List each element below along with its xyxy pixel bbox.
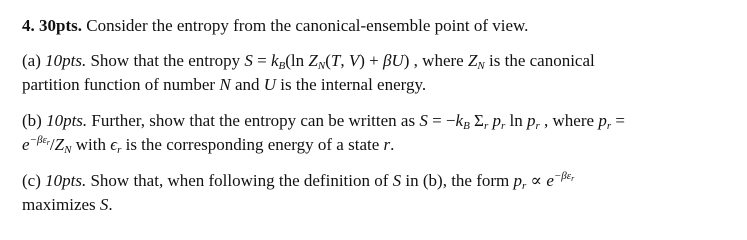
part-c-math-2: $p_r \propto e^{-\beta\varepsilon_r}$ — [513, 170, 575, 192]
problem-document — [22, 14, 737, 217]
problem-statement: Consider the entropy from the canonical-ensemble point of view. — [86, 16, 529, 35]
part-a-line2-text-3: is the internal energy. — [280, 75, 427, 94]
part-c-text-1: Show that, when following the definition of — [90, 171, 389, 190]
part-a-points: 10pts. — [45, 51, 87, 70]
part-c-line2-text-1: maximizes — [22, 195, 96, 214]
part-c-points: 10pts. — [45, 171, 87, 190]
part-b-line-2 — [22, 133, 737, 157]
part-b-line2-math-2: $\epsilon_r$ — [110, 135, 122, 156]
problem-header-line — [22, 14, 737, 38]
part-b-line2-math-1: $e^{-\beta\varepsilon_r}/Z_N$ — [22, 134, 72, 156]
part-c-text-2: in (b), the form — [405, 171, 510, 190]
part-c-line2-math-1: S — [99, 195, 109, 214]
part-b-math-2: $p_r$ = — [598, 111, 625, 132]
part-b-line2-text-1: with — [75, 135, 106, 154]
part-a-line-2 — [22, 73, 737, 97]
spacer — [22, 97, 737, 109]
part-a-label: (a) — [22, 51, 41, 70]
part-a-text-3: is the canonical — [489, 51, 595, 70]
part-b-text-1: Further, show that the entropy can be written as — [91, 111, 416, 130]
part-a-math-2: $Z_N$ — [467, 51, 485, 72]
problem-points: 30pts. — [39, 16, 82, 35]
part-b-math-1: $S = -k_B$ $\Sigma_r$ $p_r$ $\ln p_r$ — [419, 111, 540, 132]
spacer — [22, 157, 737, 169]
spacer — [22, 38, 737, 49]
part-c-line-2 — [22, 193, 737, 217]
part-b-line-1 — [22, 109, 737, 133]
part-b-text-2: , where — [544, 111, 595, 130]
part-c-line2-text-2: . — [108, 195, 113, 214]
part-b-label: (b) — [22, 111, 42, 130]
part-c-label: (c) — [22, 171, 41, 190]
part-a-line2-math-1: N — [219, 75, 231, 94]
part-a-line-1 — [22, 49, 737, 73]
problem-number: 4. — [22, 16, 35, 35]
part-c-line-1 — [22, 169, 737, 193]
part-a-text-2: , where — [413, 51, 464, 70]
part-a-line2-math-2: U — [263, 75, 277, 94]
part-b-line2-math-3: r — [383, 135, 391, 154]
part-b-points: 10pts. — [46, 111, 88, 130]
part-a-line2-text-1: partition function of number — [22, 75, 216, 94]
part-b-line2-text-2: is the corresponding energy of a state — [125, 135, 380, 154]
part-c-math-1: S — [392, 171, 402, 190]
part-a-math-1: $S = k_B(\ln$ $Z_N(T$, V) + βU) — [244, 51, 414, 72]
part-b-line2-text-3: . — [390, 135, 395, 154]
part-a-text-1: Show that the entropy — [90, 51, 241, 70]
part-a-line2-text-2: and — [234, 75, 260, 94]
